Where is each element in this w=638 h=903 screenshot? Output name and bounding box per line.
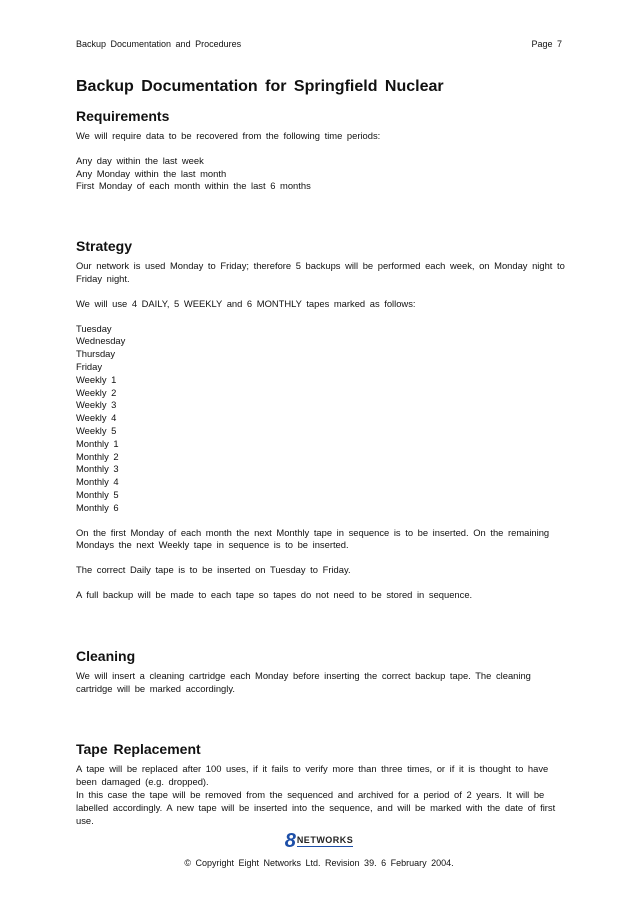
tape-label: Friday xyxy=(76,360,103,372)
tape-label: Weekly 3 xyxy=(76,399,117,411)
page-footer xyxy=(0,832,638,868)
tape-label: Monthly 3 xyxy=(76,463,119,475)
recovery-period: Any day within the last week xyxy=(76,154,204,166)
tape-label: Wednesday xyxy=(76,335,126,347)
tape-label: Monthly 6 xyxy=(76,501,119,513)
strategy-section xyxy=(76,238,566,602)
recovery-period: Any Monday within the last month xyxy=(76,167,227,179)
requirements-heading: Requirements xyxy=(76,108,170,124)
recovery-period: First Monday of each month within the last 6 months xyxy=(76,180,311,192)
strategy-paragraph: We will use 4 DAILY, 5 WEEKLY and 6 MONTHLY tapes marked as follows: xyxy=(76,297,416,309)
cleaning-heading: Cleaning xyxy=(76,647,136,664)
strategy-paragraph: Our network is used Monday to Friday; therefore 5 backups will be performed each week, on Monday night to Friday night. xyxy=(76,260,565,284)
strategy-paragraph: On the first Monday of each month the next Monthly tape in sequence is to be inserted. On the remaining Mondays the next Weekly tape in sequence is to be inserted. xyxy=(76,526,550,551)
requirements-section xyxy=(76,108,566,193)
tape-replacement-text xyxy=(76,763,566,827)
document-body xyxy=(76,78,566,827)
header-page-number: Page 7 xyxy=(531,39,562,49)
tape-replacement-paragraph: In this case the tape will be removed from the sequenced and archived for a period of 2 years. It will be labelled accordingly. A new tape will be inserted into the sequence, and will be marked with the date of first use. xyxy=(76,788,556,826)
tape-label: Monthly 2 xyxy=(76,450,119,462)
tape-label: Monthly 4 xyxy=(76,476,119,488)
logo-number: 8 xyxy=(284,830,296,852)
tape-list xyxy=(76,323,566,515)
strategy-heading: Strategy xyxy=(76,238,133,255)
strategy-paragraph: The correct Daily tape is to be inserted on Tuesday to Friday. xyxy=(76,564,351,576)
tape-label: Thursday xyxy=(76,348,116,360)
tape-replacement-section xyxy=(76,741,566,827)
recovery-periods-list xyxy=(76,155,566,193)
company-logo xyxy=(285,832,354,850)
tape-label: Weekly 4 xyxy=(76,412,117,424)
page-title: Backup Documentation for Springfield Nuclear xyxy=(76,78,444,95)
logo-text: NETWORKS xyxy=(296,835,354,845)
tape-replacement-paragraph: A tape will be replaced after 100 uses, if it fails to verify more than three times, or if it is thought to have been damaged (e.g. dropped). xyxy=(76,763,549,788)
tape-label: Weekly 2 xyxy=(76,386,117,398)
cleaning-section xyxy=(76,648,566,696)
tape-label: Weekly 5 xyxy=(76,424,117,436)
tape-label: Tuesday xyxy=(76,322,112,334)
tape-label: Weekly 1 xyxy=(76,373,117,385)
page-header xyxy=(76,39,562,53)
tape-label: Monthly 1 xyxy=(76,437,119,449)
cleaning-paragraph: We will insert a cleaning cartridge each Monday before inserting the correct backup tape. The cleaning cartridge will be marked accordingly. xyxy=(76,669,531,694)
tape-label: Monthly 5 xyxy=(76,488,119,500)
copyright-notice: © Copyright Eight Networks Ltd. Revision 39. 6 February 2004. xyxy=(184,858,454,868)
header-document-title: Backup Documentation and Procedures xyxy=(76,39,242,49)
requirements-intro: We will require data to be recovered from the following time periods: xyxy=(76,130,381,141)
strategy-paragraph: A full backup will be made to each tape so tapes do not need to be stored in sequence. xyxy=(76,588,473,600)
tape-replacement-heading: Tape Replacement xyxy=(76,741,201,758)
